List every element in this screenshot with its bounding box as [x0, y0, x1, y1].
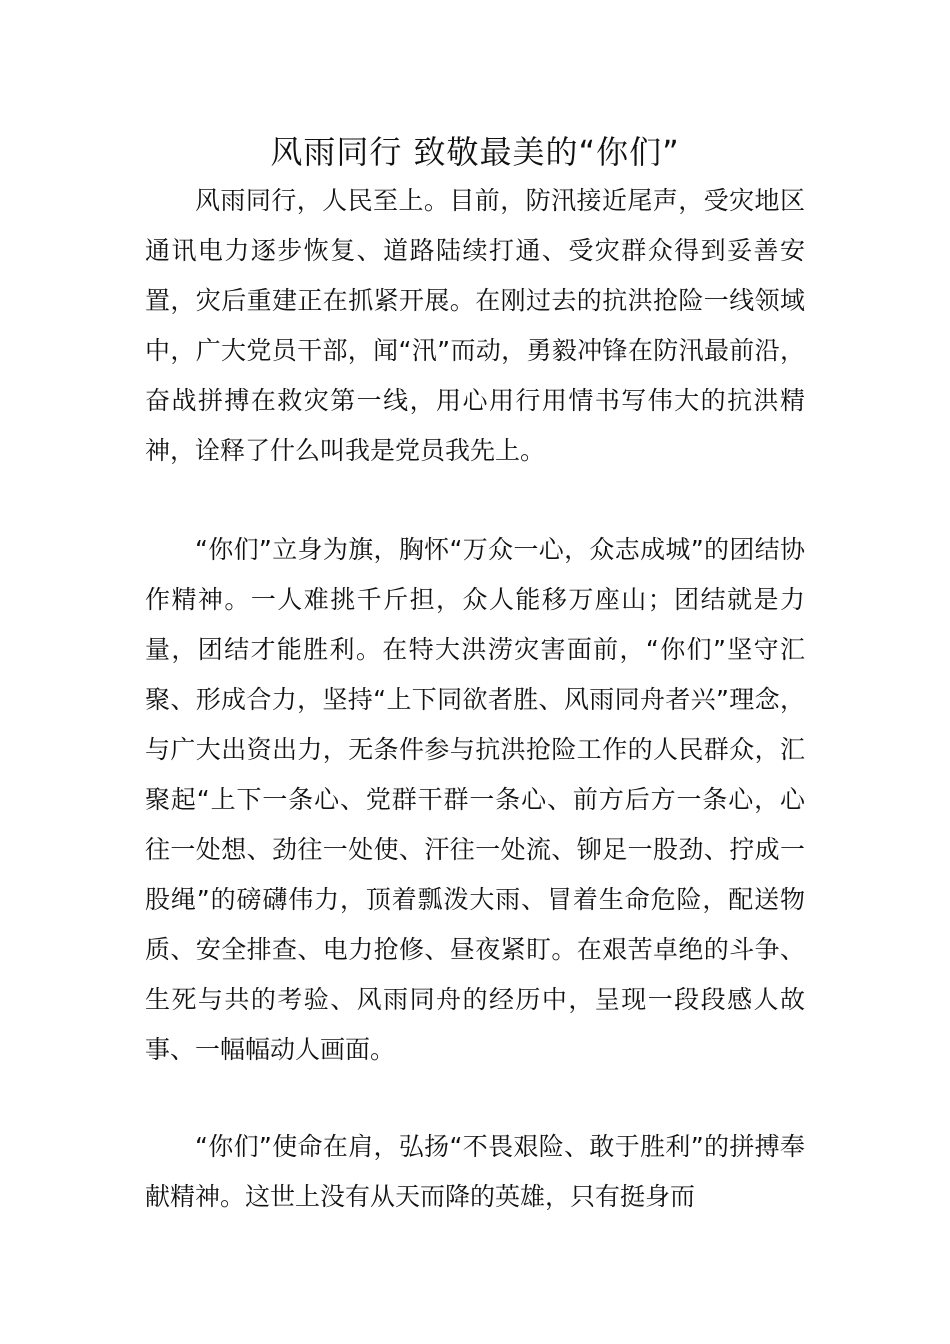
paragraph-2: “你们”立身为旗，胸怀“万众一心，众志成城”的团结协作精神。一人难挑千斤担，众人能移万座山；团结就是力量，团结才能胜利。在特大洪涝灾害面前，“你们”坚守汇聚、形成合力，坚持“上下同欲者胜、风雨同舟者兴”理念，与广大出资出力，无条件参与抗洪抢险工作的人民群众，汇聚起“上下一条心、党群干群一条心、前方后方一条心，心往一处想、劲往一处使、汗往一处流、铆足一股劲、拧成一股绳”的磅礴伟力，顶着瓢泼大雨、冒着生命危险，配送物质、安全排查、电力抢修、昼夜紧盯。在艰苦卓绝的斗争、生死与共的考验、风雨同舟的经历中，呈现一段段感人故事、一幅幅动人画面。 — [145, 535, 805, 1064]
paragraph-3: “你们”使命在肩，弘扬“不畏艰险、敢于胜利”的拼搏奉献精神。这世上没有从天而降的英雄，只有挺身而 — [145, 1132, 805, 1211]
document-title: 风雨同行 致敬最美的“你们” — [270, 133, 680, 171]
paragraph-1: 风雨同行，人民至上。目前，防汛接近尾声，受灾地区通讯电力逐步恢复、道路陆续打通、受灾群众得到妥善安置，灾后重建正在抓紧开展。在刚过去的抗洪抢险一线领域中，广大党员干部，闻“汛”而动，勇毅冲锋在防汛最前沿，奋战拼搏在救灾第一线，用心用行用情书写伟大的抗洪精神，诠释了什么叫我是党员我先上。 — [145, 186, 805, 465]
